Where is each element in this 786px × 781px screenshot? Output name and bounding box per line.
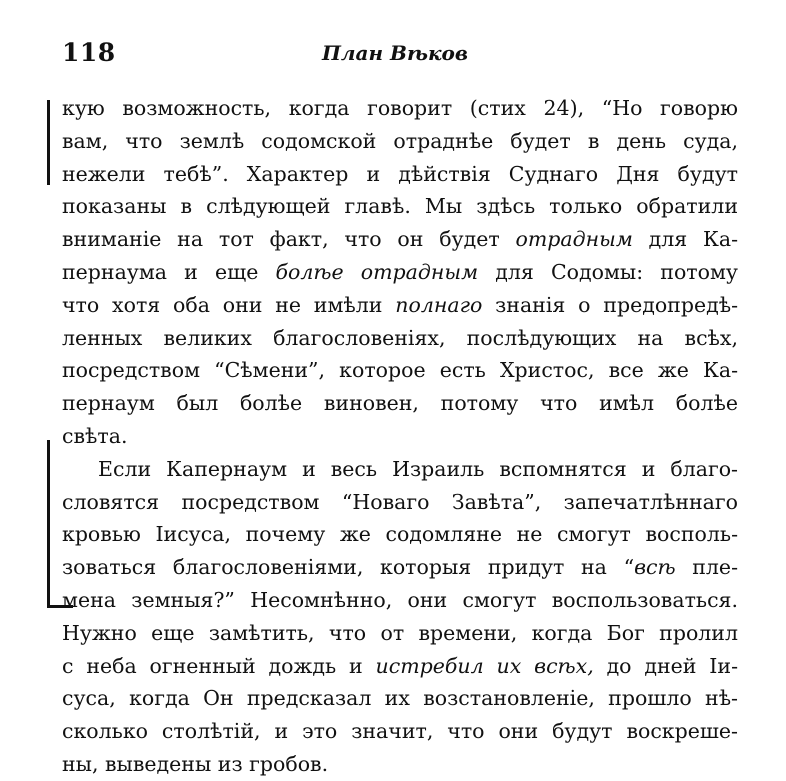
text-segment: кровью Іисуса, почему же содомляне не смогут восполь-	[62, 522, 738, 547]
text-segment: ны, выведены из гробов.	[62, 751, 329, 776]
text-line	[62, 584, 738, 617]
body-text	[62, 92, 738, 781]
margin-bar-bottom	[47, 440, 50, 608]
text-line	[62, 650, 738, 683]
text-line	[62, 256, 738, 289]
text-segment: вниманіе на тот факт, что он будет	[62, 227, 516, 252]
text-segment: Если Капернаум и весь Израиль вспомнятся и благо-	[98, 456, 738, 481]
text-segment: зоваться благословеніями, которыя придут на “	[62, 555, 635, 580]
margin-bar-top	[47, 100, 50, 185]
text-line	[62, 322, 738, 355]
text-segment: вам, что землѣ содомской отраднѣе будет в день суда,	[62, 128, 738, 153]
text-segment: нежели тебѣ”. Характер и дѣйствія Суднаго Дня будут	[62, 161, 738, 186]
italic-text: истребил их всѣх,	[375, 653, 594, 678]
text-line	[62, 748, 738, 781]
text-segment: до дней Іи-	[593, 653, 738, 678]
text-segment: кую возможность, когда говорит (стих 24), “Но говорю	[62, 96, 738, 120]
text-segment: показаны в слѣдующей главѣ. Мы здѣсь только обратили	[62, 194, 738, 219]
text-line	[62, 486, 738, 519]
text-line	[62, 387, 738, 420]
italic-text: полнаго	[395, 292, 483, 317]
text-segment: пернаум был болѣе виновен, потому что имѣл болѣе	[62, 391, 738, 416]
text-line	[62, 682, 738, 715]
text-line	[62, 289, 738, 322]
text-segment: для Содомы: потому	[478, 259, 738, 284]
text-line	[62, 453, 738, 486]
text-segment: посредством “Сѣмени”, которое есть Христос, все же Ка-	[62, 358, 738, 383]
text-segment: пернаума и еще	[62, 259, 276, 284]
text-line	[62, 551, 738, 584]
italic-text: отрадным	[515, 227, 633, 252]
page-header	[62, 38, 738, 72]
text-line	[62, 354, 738, 387]
text-segment: свѣта.	[62, 423, 128, 448]
text-line	[62, 420, 738, 453]
italic-text: всѣ	[634, 555, 676, 580]
text-line	[62, 125, 738, 158]
text-segment: словятся посредством “Новаго Завѣта”, запечатлѣннаго	[62, 489, 738, 514]
text-line	[62, 92, 738, 125]
text-segment: Нужно еще замѣтить, что от времени, когда Бог пролил	[62, 620, 738, 645]
text-segment: с неба огненный дождь и	[62, 653, 376, 678]
running-title: План Вѣков	[322, 41, 468, 65]
text-line	[62, 223, 738, 256]
text-segment: мена земныя?” Несомнѣнно, они смогут воспользоваться.	[62, 587, 738, 612]
text-line	[62, 617, 738, 650]
page-number: 118	[62, 38, 116, 67]
italic-text: болѣе отрадным	[275, 259, 479, 284]
text-line	[62, 190, 738, 223]
text-segment: ленных великих благословеніях, послѣдующих на всѣх,	[62, 325, 738, 350]
text-segment: суса, когда Он предсказал их возстановленіе, прошло нѣ-	[62, 686, 738, 711]
text-line	[62, 518, 738, 551]
text-line	[62, 158, 738, 191]
text-segment: что хотя оба они не имѣли	[62, 292, 396, 317]
text-segment: для Ка-	[632, 227, 738, 252]
paragraph-1	[62, 92, 738, 453]
text-line	[62, 715, 738, 748]
text-segment: пле-	[675, 555, 738, 580]
text-segment: сколько столѣтій, и это значит, что они будут воскреше-	[62, 719, 738, 744]
text-segment: знанія о предопредѣ-	[482, 292, 738, 317]
paragraph-2	[62, 453, 738, 781]
